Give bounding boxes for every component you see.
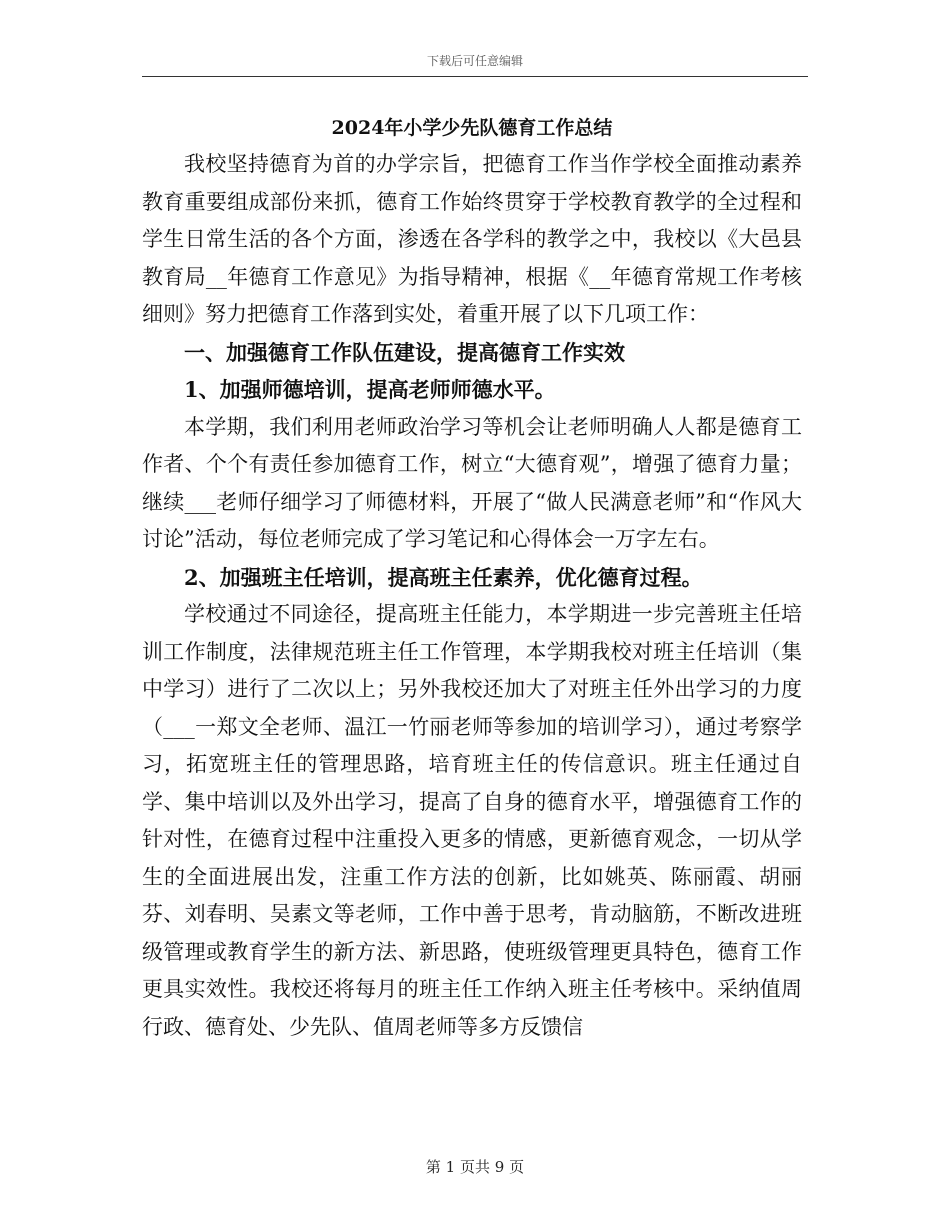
paragraph-teacher-ethics: 本学期，我们利用老师政治学习等机会让老师明确人人都是德育工作者、个个有责任参加德育工作，树立“大德育观”，增强了德育力量；继续___老师仔细学习了师德材料，开展了“做人民满意老师”和“作风大讨论”活动，每位老师完成了学习笔记和心得体会一万字左右。 [142, 414, 802, 551]
subsection-heading-2: 2、加强班主任培训，提高班主任素养，优化德育过程。 [184, 564, 703, 590]
header-divider [142, 76, 808, 77]
page-footer: 第 1 页共 9 页 [425, 1158, 525, 1176]
section-heading-1: 一、加强德育工作队伍建设，提高德育工作实效 [184, 339, 625, 365]
document-title: 2024年小学少先队德育工作总结 [331, 117, 613, 139]
document-body [142, 110, 802, 1046]
paragraph-head-teacher-training: 学校通过不同途径，提高班主任能力，本学期进一步完善班主任培训工作制度，法律规范班主任工作管理，本学期我校对班主任培训（集中学习）进行了二次以上；另外我校还加大了对班主任外出学习的力度（___一郑文全老师、温江一竹丽老师等参加的培训学习），通过考察学习，拓宽班主任的管理思路，培育班主任的传信意识。班主任通过自学、集中培训以及外出学习，提高了自身的德育水平，增强德育工作的针对性，在德育过程中注重投入更多的情感，更新德育观念，一切从学生的全面进展出发，注重工作方法的创新，比如姚英、陈丽霞、胡丽芬、刘春明、吴素文等老师，工作中善于思考，肯动脑筋，不断改进班级管理或教育学生的新方法、新思路，使班级管理更具特色，德育工作更具实效性。我校还将每月的班主任工作纳入班主任考核中。采纳值周行政、德育处、少先队、值周老师等多方反馈信 [142, 602, 802, 1039]
subsection-heading-1: 1、加强师德培训，提高老师师德水平。 [184, 377, 556, 402]
paragraph-intro: 我校坚持德育为首的办学宗旨，把德育工作当作学校全面推动素养教育重要组成部份来抓，德育工作始终贯穿于学校教育教学的全过程和学生日常生活的各个方面，渗透在各学科的教学之中，我校以《大邑县教育局__年德育工作意见》为指导精神，根据《__年德育常规工作考核细则》努力把德育工作落到实处，着重开展了以下几项工作： [142, 152, 802, 326]
page-header: 下载后可任意编辑 [426, 54, 523, 68]
